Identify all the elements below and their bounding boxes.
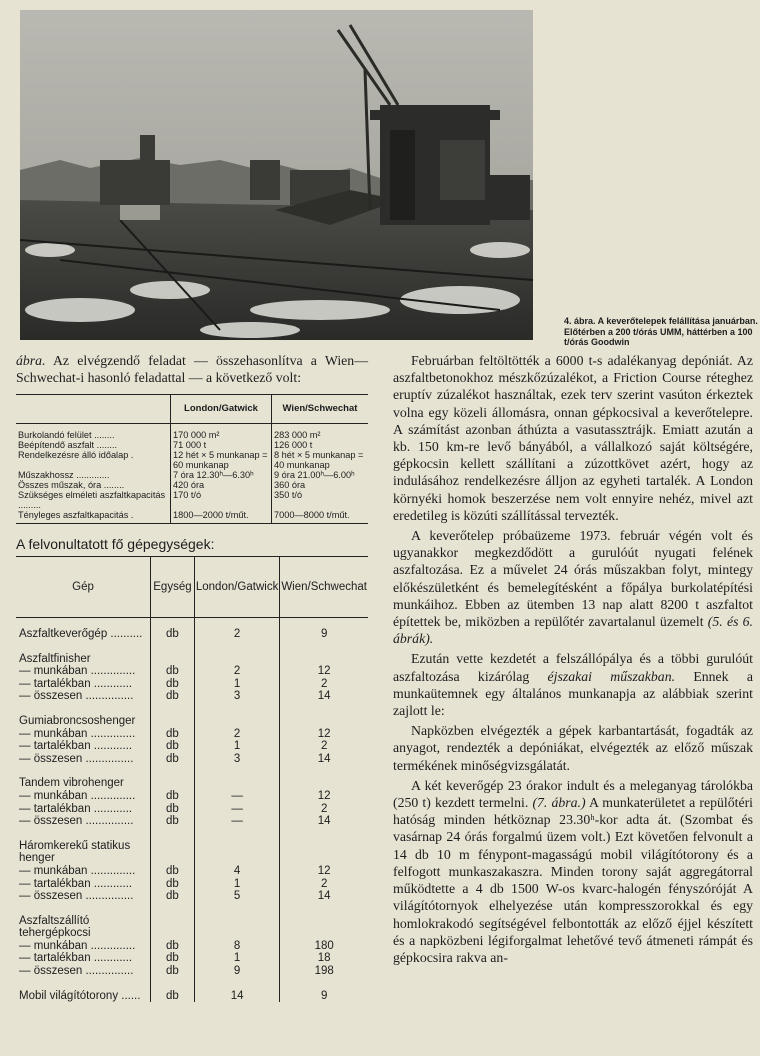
equipment-london-count: 4 [194, 865, 279, 878]
equipment-title: A felvonultatott fő gépegységek: [16, 536, 215, 552]
equipment-unit: db [151, 790, 195, 803]
equipment-header-wien: Wien/Schwechat [280, 557, 368, 618]
equipment-wien-count: 2 [280, 878, 368, 891]
body-paragraph [393, 650, 753, 719]
equipment-name: — összesen ............... [19, 965, 134, 978]
comparison-label: Burkolandó felület ........ [18, 430, 115, 440]
equipment-london-count: 2 [194, 665, 279, 678]
equipment-row [16, 865, 368, 878]
comparison-header-0 [16, 395, 171, 424]
equipment-london-count: 2 [194, 618, 279, 641]
equipment-name: — tartalékban ............ [19, 877, 133, 890]
equipment-row [16, 678, 368, 691]
equipment-group-row [16, 903, 368, 940]
equipment-row [16, 728, 368, 741]
equipment-row [16, 952, 368, 965]
equipment-row [16, 803, 368, 816]
equipment-london-count [194, 903, 279, 940]
body-paragraph [393, 777, 753, 966]
intro-paragraph [16, 352, 368, 386]
paragraph-ref: (7. ábra.) [532, 795, 586, 811]
comparison-london-value: 1800—2000 t/műt. [171, 510, 272, 524]
equipment-name: — tartalékban ............ [19, 802, 133, 815]
comparison-london-value: 170 000 m² [171, 424, 272, 441]
comparison-london-value: 420 óra [171, 480, 272, 490]
equipment-unit: db [151, 753, 195, 766]
comparison-row [16, 480, 368, 490]
equipment-unit: db [151, 878, 195, 891]
equipment-group-row [16, 703, 368, 728]
comparison-london-value: 170 t/ó [171, 490, 272, 510]
equipment-name: Aszfaltkeverőgép .......... [19, 628, 143, 640]
equipment-wien-count [280, 765, 368, 790]
equipment-name: — munkában .............. [19, 789, 136, 802]
equipment-london-count: 1 [194, 878, 279, 891]
comparison-row [16, 470, 368, 480]
equipment-unit: db [151, 690, 195, 703]
equipment-name: Aszfaltfinisher [19, 652, 91, 665]
equipment-name: Mobil világítótorony ...... [19, 989, 141, 1002]
paragraph-text: Napközben elvégezték a gépek karbantartását, fogadták az anyagot, rendezték a depóniákat, elvégezték az előző műszak termékének minőségvizsgálatát. [393, 723, 753, 773]
equipment-group-row [16, 765, 368, 790]
comparison-london-value: 7 óra 12.30ʰ—6.30ʰ [171, 470, 272, 480]
equipment-london-count: — [194, 790, 279, 803]
equipment-wien-count: 18 [280, 952, 368, 965]
equipment-unit: db [151, 940, 195, 953]
equipment-wien-count [280, 903, 368, 940]
paragraph-text: A keverőtelep próbaüzeme 1973. február végén volt és ugyanakkor megkezdődött a gurulóút nyugati felének aszfaltozása. Ez a művelet 24 órás műszakban folyt, mintegy előkészületként és bemelegítésként a főpálya burkolatépítési munkáihoz. Ebben az ütemben 13 nap alatt 8200 t aszfaltot építettek be, miközben a repülőtér zavartalanul üzemelt [393, 528, 753, 630]
equipment-name: Tandem vibrohenger [19, 777, 124, 790]
comparison-label: Műszakhossz ............. [18, 470, 110, 480]
equipment-london-count: 14 [194, 978, 279, 1003]
equipment-row [16, 940, 368, 953]
equipment-wien-count: 12 [280, 665, 368, 678]
right-column [393, 352, 753, 966]
comparison-row [16, 490, 368, 510]
equipment-name: — munkában .............. [19, 864, 136, 877]
equipment-row [16, 890, 368, 903]
equipment-unit: db [151, 965, 195, 978]
comparison-wien-value: 350 t/ó [272, 490, 369, 510]
equipment-unit: db [151, 890, 195, 903]
equipment-name: — munkában .............. [19, 727, 136, 740]
equipment-unit: db [151, 815, 195, 828]
comparison-wien-value: 9 óra 21.00ʰ—6.00ʰ [272, 470, 369, 480]
equipment-unit: db [151, 803, 195, 816]
paragraph-text: Ezután vette kezdetét a felszállópálya és a többi gurulóút aszfaltozása kizárólag [393, 651, 753, 684]
equipment-wien-count: 14 [280, 890, 368, 903]
equipment-london-count: — [194, 815, 279, 828]
equipment-wien-count: 12 [280, 865, 368, 878]
equipment-london-count: 5 [194, 890, 279, 903]
equipment-wien-count [280, 641, 368, 666]
body-paragraph [393, 527, 753, 647]
equipment-row [16, 790, 368, 803]
equipment-name: — tartalékban ............ [19, 677, 133, 690]
equipment-unit: db [151, 618, 195, 641]
comparison-row [16, 440, 368, 450]
equipment-wien-count: 14 [280, 690, 368, 703]
body-paragraph [393, 352, 753, 524]
equipment-wien-count: 12 [280, 728, 368, 741]
equipment-row [16, 665, 368, 678]
comparison-header-wien: Wien/Schwechat [272, 395, 369, 424]
intro-text: Az elvégzendő feladat — összehasonlítva a Wien—Schwechat-i hasonló feladattal — a következő volt: [16, 353, 368, 385]
equipment-wien-count: 9 [280, 618, 368, 641]
equipment-header-unit: Egység [151, 557, 195, 618]
comparison-label: Szükséges elméleti aszfaltkapacitás ......... [18, 490, 166, 510]
equipment-london-count: 3 [194, 753, 279, 766]
comparison-wien-value: 7000—8000 t/műt. [272, 510, 369, 524]
equipment-unit: db [151, 978, 195, 1003]
paragraph-text: A két keverőgép 23 órakor indult és a meleganyag tárolókba (250 t) kezdett termelni. [393, 777, 753, 811]
equipment-row [16, 690, 368, 703]
equipment-unit [151, 828, 195, 865]
equipment-name: — összesen ............... [19, 752, 134, 765]
comparison-row [16, 424, 368, 441]
equipment-london-count: 1 [194, 952, 279, 965]
equipment-wien-count: 2 [280, 803, 368, 816]
intro-prefix: ábra. [16, 353, 46, 368]
equipment-name: — munkában .............. [19, 665, 136, 678]
equipment-table [16, 556, 368, 1002]
equipment-name: — munkában .............. [19, 939, 136, 952]
equipment-row [16, 878, 368, 891]
equipment-group-row [16, 641, 368, 666]
comparison-table [16, 394, 368, 524]
equipment-unit: db [151, 665, 195, 678]
comparison-label: Tényleges aszfaltkapacitás . [16, 510, 171, 524]
equipment-unit: db [151, 740, 195, 753]
equipment-name: Gumiabroncsoshenger [19, 714, 136, 727]
equipment-unit [151, 903, 195, 940]
equipment-london-count [194, 765, 279, 790]
equipment-london-count: 1 [194, 678, 279, 691]
equipment-name: — összesen ............... [19, 690, 134, 703]
equipment-unit: db [151, 728, 195, 741]
equipment-london-count: — [194, 803, 279, 816]
equipment-wien-count [280, 703, 368, 728]
comparison-label: Rendelkezésre álló időalap . [18, 450, 134, 460]
equipment-london-count: 2 [194, 728, 279, 741]
equipment-wien-count: 14 [280, 815, 368, 828]
equipment-wien-count: 198 [280, 965, 368, 978]
paragraph-text: Februárban feltöltötték a 6000 t-s adalékanyag depóniát. Az aszfaltbetonokhoz mészkőzúzalékot, a Friction Course réteghez eruptív zúzalékot használtak, ezek terv szerint vasúton érkeztek volna egy közeli állomásra, onnan gépkocsival a keverőtelepre. A számítást azonban áthúzta a vasutassztrájk. Emiatt azután a kb. 150 km-re levő bányából, a vállalkozó saját költségére, gépkocsin kellett szállítani a zúzottkövet azért, hogy az indulásához rendelkezésre álljon az egyheti tartalék. A London környéki homok beszerzése nem volt ennyire nehéz, mivel azt eredetileg is közúti szállítással tervezték. [393, 353, 753, 523]
comparison-wien-value: 283 000 m² [272, 424, 369, 441]
equipment-wien-count: 9 [280, 978, 368, 1003]
equipment-london-count: 8 [194, 940, 279, 953]
comparison-london-value: 12 hét × 5 munkanap = 60 munkanap [171, 450, 272, 470]
equipment-header-london: London/Gatwick [194, 557, 279, 618]
equipment-wien-count: 12 [280, 790, 368, 803]
body-paragraph [393, 722, 753, 774]
equipment-row [16, 740, 368, 753]
equipment-name: — tartalékban ............ [19, 952, 133, 965]
comparison-label: Beépítendő aszfalt ........ [18, 440, 118, 450]
equipment-unit: db [151, 865, 195, 878]
comparison-label: Összes műszak, óra ........ [18, 480, 125, 490]
equipment-london-count [194, 703, 279, 728]
equipment-name: — tartalékban ............ [19, 740, 133, 753]
comparison-london-value: 71 000 t [171, 440, 272, 450]
equipment-wien-count: 2 [280, 740, 368, 753]
comparison-header-london: London/Gatwick [171, 395, 272, 424]
equipment-wien-count: 2 [280, 678, 368, 691]
equipment-london-count: 3 [194, 690, 279, 703]
comparison-wien-value: 8 hét × 5 munkanap = 40 munkanap [272, 450, 369, 470]
equipment-wien-count [280, 828, 368, 865]
equipment-header-machine: Gép [16, 557, 151, 618]
comparison-body [16, 424, 368, 524]
equipment-london-count: 9 [194, 965, 279, 978]
equipment-wien-count: 180 [280, 940, 368, 953]
comparison-wien-value: 360 óra [272, 480, 369, 490]
equipment-name: Háromkerekű statikus henger [19, 839, 131, 865]
equipment-row [16, 978, 368, 1003]
equipment-row [16, 815, 368, 828]
equipment-name: Aszfaltszállító tehergépkocsi [19, 914, 91, 940]
equipment-row [16, 965, 368, 978]
comparison-wien-value: 126 000 t [272, 440, 369, 450]
equipment-unit [151, 765, 195, 790]
construction-site-photo [20, 10, 533, 340]
equipment-body [16, 618, 368, 1003]
paragraph-em: éjszakai műszakban. [547, 668, 676, 684]
equipment-unit [151, 703, 195, 728]
comparison-row [16, 510, 368, 524]
left-column [16, 352, 368, 1002]
equipment-name: — összesen ............... [19, 815, 134, 828]
equipment-unit: db [151, 952, 195, 965]
comparison-row [16, 450, 368, 470]
figure-caption: 4. ábra. A keverőtelepek felállítása januárban. Előtérben a 200 t/órás UMM, háttérben a 100 t/órás Goodwin [564, 316, 758, 347]
equipment-london-count: 1 [194, 740, 279, 753]
paragraph-ref: (5. és 6. ábrák). [393, 614, 753, 647]
equipment-name: — összesen ............... [19, 890, 134, 903]
equipment-unit: db [151, 678, 195, 691]
equipment-row [16, 753, 368, 766]
equipment-wien-count: 14 [280, 753, 368, 766]
equipment-unit [151, 641, 195, 666]
paragraph-tail: A munkaterületet a repülőtéri hatóság minden hétköznap 23.30ʰ-kor adta át. (Szombat és vasárnap 24 órás forgalmú üzem volt.) Ezt követően felvonult a 14 db 10 m fénypont-magasságú mobil világítótorony és a felfogott munkaszakaszra. Minden torony saját aggregátorral működtette a 4 db 1500 W-os kvarc-halogén fényszóróját A világítótornyok elhelyezése után kompresszorokkal és egy homlokrakodó segítségével felbontották az előző éjjel készített és a napközbeni légiforgalmat lehetővé tevő átmeneti rámpát és gépkocsira rakva an- [393, 795, 754, 965]
equipment-row [16, 618, 368, 641]
equipment-london-count [194, 641, 279, 666]
equipment-london-count [194, 828, 279, 865]
paragraph-tail: Ennek a munkaütemnek egy általános munkanapja az alábbiak szerint zajlott le: [393, 668, 753, 719]
equipment-group-row [16, 828, 368, 865]
